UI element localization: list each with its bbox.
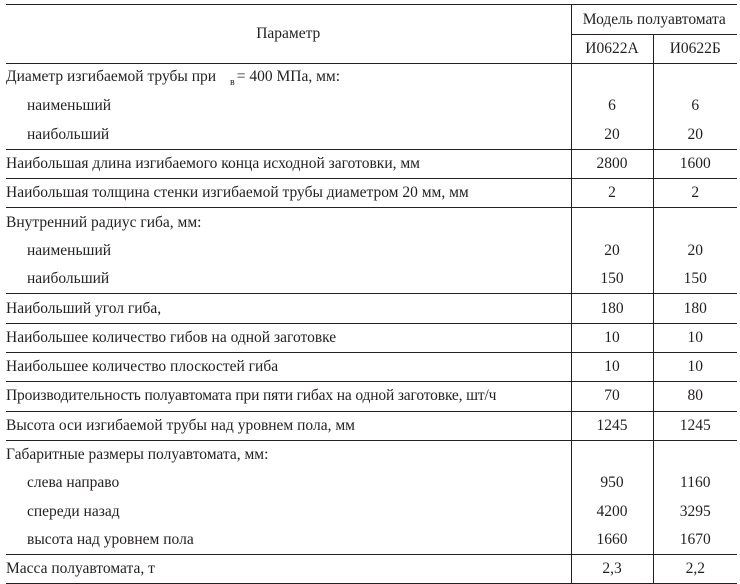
- cell-value: 1670: [653, 526, 737, 555]
- cell-value: 70: [571, 382, 653, 411]
- table-row: [6, 352, 737, 381]
- cell-value: 2: [653, 179, 737, 208]
- header-model-a: И0622А: [571, 35, 653, 64]
- table-row: [6, 121, 737, 150]
- row-label: Наибольшая длина изгибаемого конца исходной заготовки, мм: [6, 149, 571, 178]
- cell-value: 2,3: [571, 555, 653, 584]
- row-label: Наибольшее количество гибов на одной заготовке: [6, 323, 571, 352]
- row-label: наименьший: [27, 97, 112, 115]
- row-label: спереди назад: [27, 502, 120, 520]
- table-row: [6, 179, 737, 208]
- table-row: [6, 208, 737, 237]
- cell-value: 6: [653, 92, 737, 120]
- cell-value: 150: [653, 265, 737, 294]
- cell-value: 20: [571, 121, 653, 150]
- cell-value: 20: [653, 121, 737, 150]
- row-label: высота над уровнем пола: [27, 530, 194, 548]
- cell-value: 180: [653, 294, 737, 323]
- row-label: Габаритные размеры полуавтомата, мм:: [6, 440, 571, 469]
- cell-value: 1600: [653, 149, 737, 178]
- cell-value: 20: [653, 237, 737, 265]
- cell-value: 1660: [571, 526, 653, 555]
- cell-value: 1160: [653, 469, 737, 497]
- table-row: [6, 92, 737, 120]
- row-label: наибольший: [27, 270, 110, 288]
- table-row: [6, 411, 737, 440]
- cell-value: 80: [653, 382, 737, 411]
- cell-value: 10: [653, 352, 737, 381]
- row-label: наименьший: [27, 241, 112, 259]
- table-row: [6, 237, 737, 265]
- row-label: Производительность полуавтомата при пяти гибах на одной заготовке, шт/ч: [6, 382, 571, 411]
- row-label: Внутренний радиус гиба, мм:: [6, 208, 571, 237]
- cell-value: 1245: [653, 411, 737, 440]
- table-row: [6, 497, 737, 525]
- spec-table: [6, 4, 737, 584]
- table-row: [6, 469, 737, 497]
- row-label: слева направо: [27, 474, 120, 492]
- table-row: [6, 265, 737, 294]
- cell-value: 6: [571, 92, 653, 120]
- table-row: [6, 323, 737, 352]
- cell-value: 2800: [571, 149, 653, 178]
- cell-value: 150: [571, 265, 653, 294]
- header-model: Модель полуавтомата: [571, 5, 737, 35]
- cell-value: 950: [571, 469, 653, 497]
- table-row: [6, 64, 737, 93]
- cell-value: 4200: [571, 497, 653, 525]
- row-label: Высота оси изгибаемой трубы над уровнем пола, мм: [6, 411, 571, 440]
- table-row: [6, 526, 737, 555]
- row-label: Масса полуавтомата, т: [6, 555, 571, 584]
- cell-value: 10: [571, 323, 653, 352]
- table-row: [6, 149, 737, 178]
- table-row: [6, 440, 737, 469]
- header-parameter: Параметр: [6, 5, 571, 64]
- header-model-b: И0622Б: [653, 35, 737, 64]
- cell-value: 10: [571, 352, 653, 381]
- cell-value: 180: [571, 294, 653, 323]
- table-row: [6, 382, 737, 411]
- row-label: Наибольшая толщина стенки изгибаемой трубы диаметром 20 мм, мм: [6, 179, 571, 208]
- row-label: Наибольший угол гиба,: [6, 294, 571, 323]
- row-label: наибольший: [27, 125, 110, 143]
- table-row: [6, 555, 737, 584]
- row-label-diameter: Диаметр изгибаемой трубы при $_в$ = 400 МПа, мм:: [6, 64, 571, 93]
- cell-value: 20: [571, 237, 653, 265]
- cell-value: 1245: [571, 411, 653, 440]
- cell-value: 2: [571, 179, 653, 208]
- cell-value: 10: [653, 323, 737, 352]
- cell-value: 3295: [653, 497, 737, 525]
- cell-value: 2,2: [653, 555, 737, 584]
- row-label: Наибольшее количество плоскостей гиба: [6, 352, 571, 381]
- table-row: [6, 294, 737, 323]
